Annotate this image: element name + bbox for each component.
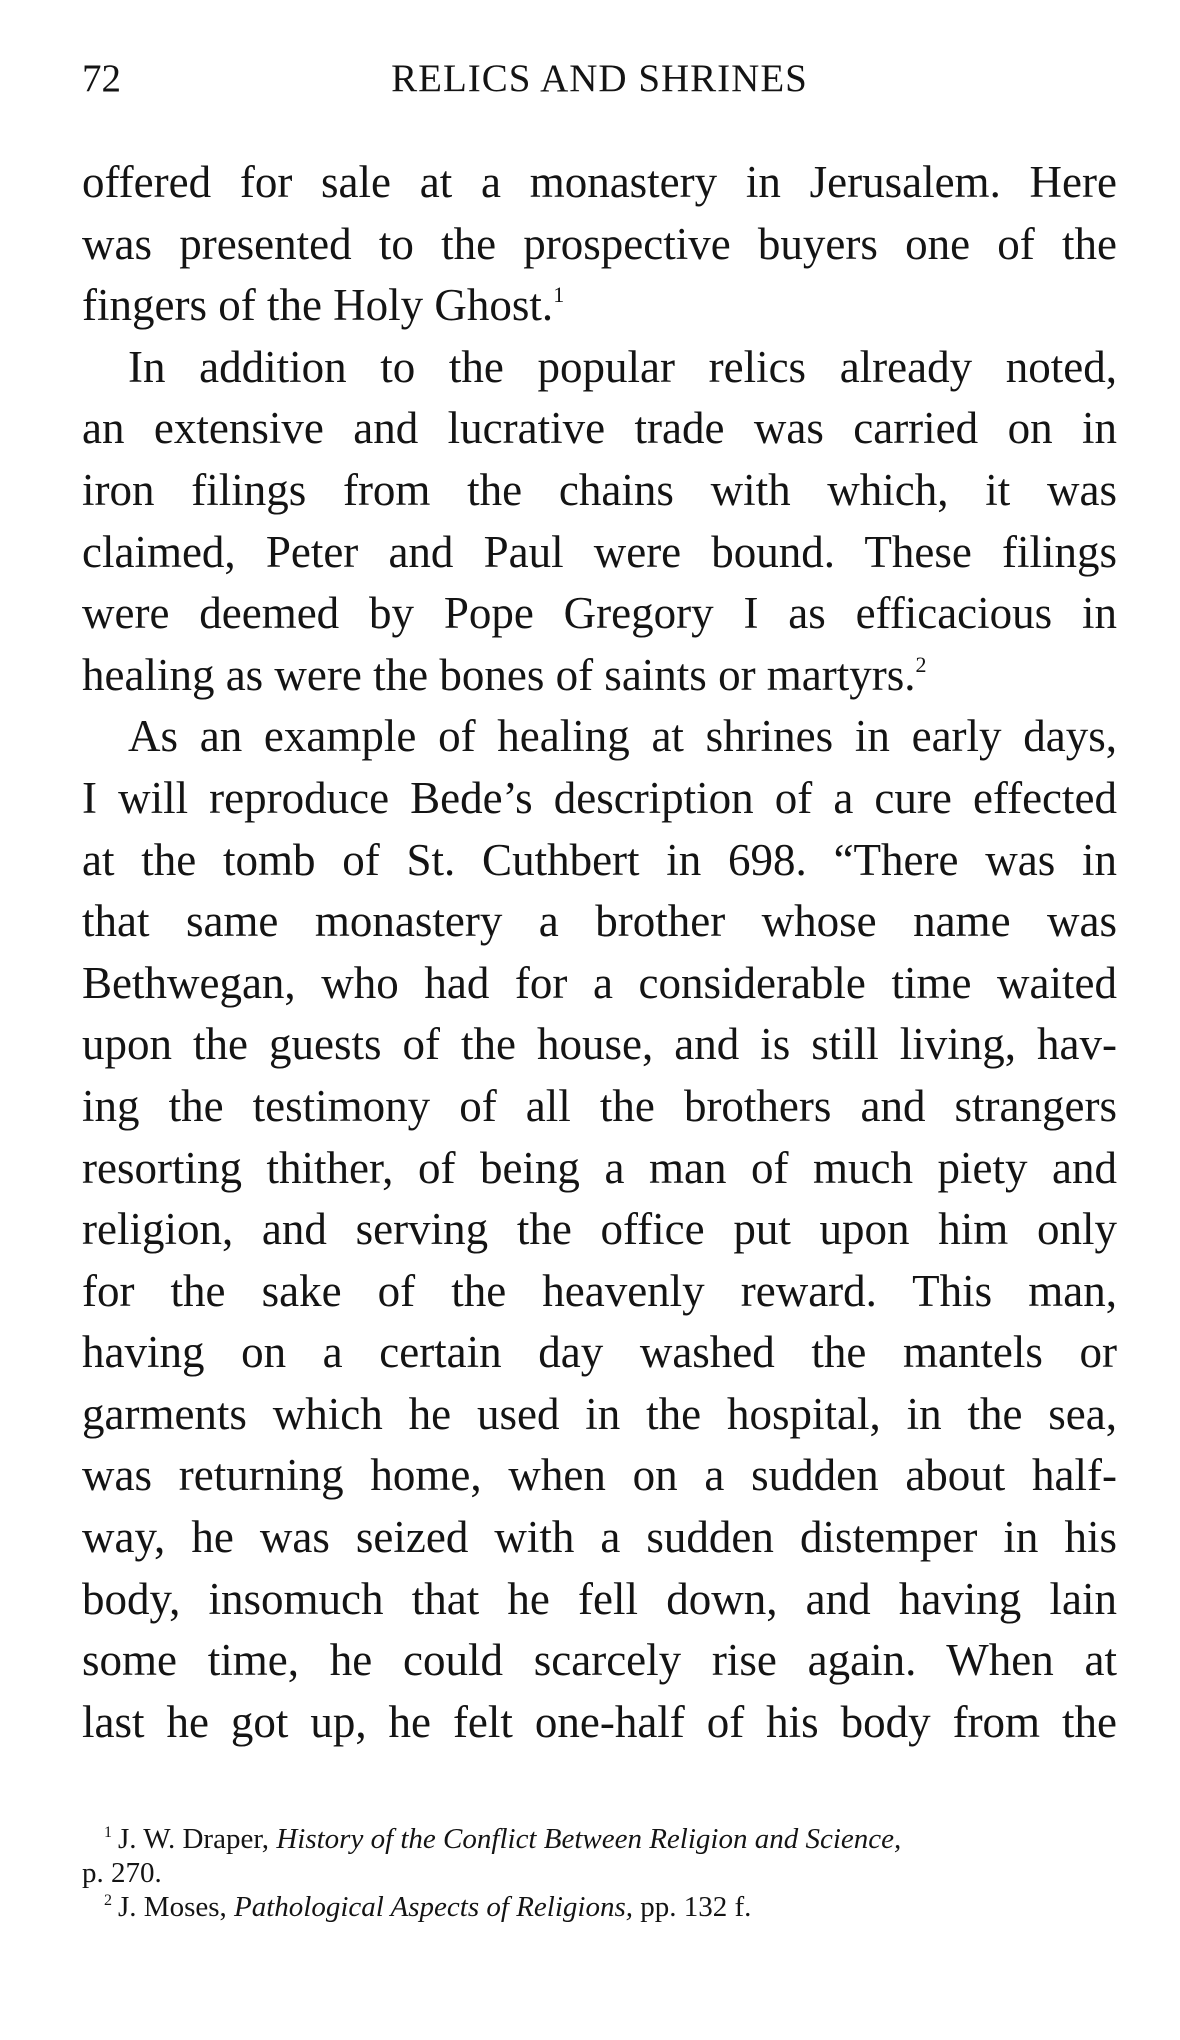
footnote-mark: 1 xyxy=(104,1824,112,1841)
text-line: having on a certain day washed the mantels or xyxy=(82,1327,1117,1378)
text-line: upon the guests of the house, and is still living, hav- xyxy=(82,1019,1117,1070)
text-line: that same monastery a brother whose name was xyxy=(82,896,1117,947)
running-title: RELICS AND SHRINES xyxy=(391,57,808,100)
text-line: claimed, Peter and Paul were bound. These filings xyxy=(82,526,1117,577)
footnote-reference: 1 xyxy=(553,282,565,308)
text-line: some time, he could scarcely rise again. When at xyxy=(82,1635,1117,1686)
text-line: religion, and serving the office put upon him only xyxy=(82,1204,1117,1255)
text-line: offered for sale at a monastery in Jerusalem. Here xyxy=(82,157,1117,207)
text-line: resorting thither, of being a man of much piety and xyxy=(82,1142,1117,1193)
footnotes xyxy=(82,1822,1117,1924)
footnote-pages: pp. 132 f. xyxy=(640,1891,752,1923)
text-line: at the tomb of St. Cuthbert in 698. “There was in xyxy=(82,834,1117,885)
running-head xyxy=(82,54,1117,104)
footnote-mark: 2 xyxy=(104,1892,112,1909)
footnote-title: History of the Conflict Between Religion and Science, xyxy=(276,1823,902,1855)
text-line: ing the testimony of all the brothers and strangers xyxy=(82,1080,1117,1131)
text-line: garments which he used in the hospital, in the sea, xyxy=(82,1388,1117,1439)
footnote-reference: 2 xyxy=(915,651,927,677)
text-line: iron filings from the chains with which, it was xyxy=(82,464,1117,515)
text-line: In addition to the popular relics already noted, xyxy=(128,341,1117,392)
footnote-author: J. Moses, xyxy=(118,1891,227,1923)
text-line: were deemed by Pope Gregory I as efficacious in xyxy=(82,588,1117,639)
text-line: for the sake of the heavenly reward. This man, xyxy=(82,1265,1117,1316)
body-text xyxy=(82,152,1117,1753)
footnote-author: J. W. Draper, xyxy=(118,1823,270,1855)
footnote-title: Pathological Aspects of Religions, xyxy=(234,1891,633,1923)
text-line: body, insomuch that he fell down, and having lain xyxy=(82,1573,1117,1624)
text-line: was returning home, when on a sudden about half- xyxy=(82,1450,1117,1501)
text-line: was presented to the prospective buyers one of the xyxy=(82,218,1117,269)
text-line: an extensive and lucrative trade was carried on in xyxy=(82,403,1117,454)
footnote-2 xyxy=(82,1890,1117,1924)
text-line: I will reproduce Bede’s description of a cure effected xyxy=(82,772,1117,823)
footnote-1 xyxy=(82,1822,1117,1856)
footnote-1-continuation: p. 270. xyxy=(82,1857,162,1889)
text-line: fingers of the Holy Ghost.$^1$ xyxy=(82,280,565,331)
text-line: way, he was seized with a sudden distemper in his xyxy=(82,1512,1117,1563)
text-line: last he got up, he felt one-half of his body from the xyxy=(82,1696,1117,1747)
text-line: Bethwegan, who had for a considerable time waited xyxy=(82,957,1117,1008)
page-number: 72 xyxy=(82,57,121,100)
text-line: healing as were the bones of saints or martyrs.$^2$ xyxy=(82,649,927,700)
text-line: As an example of healing at shrines in early days, xyxy=(128,711,1117,762)
